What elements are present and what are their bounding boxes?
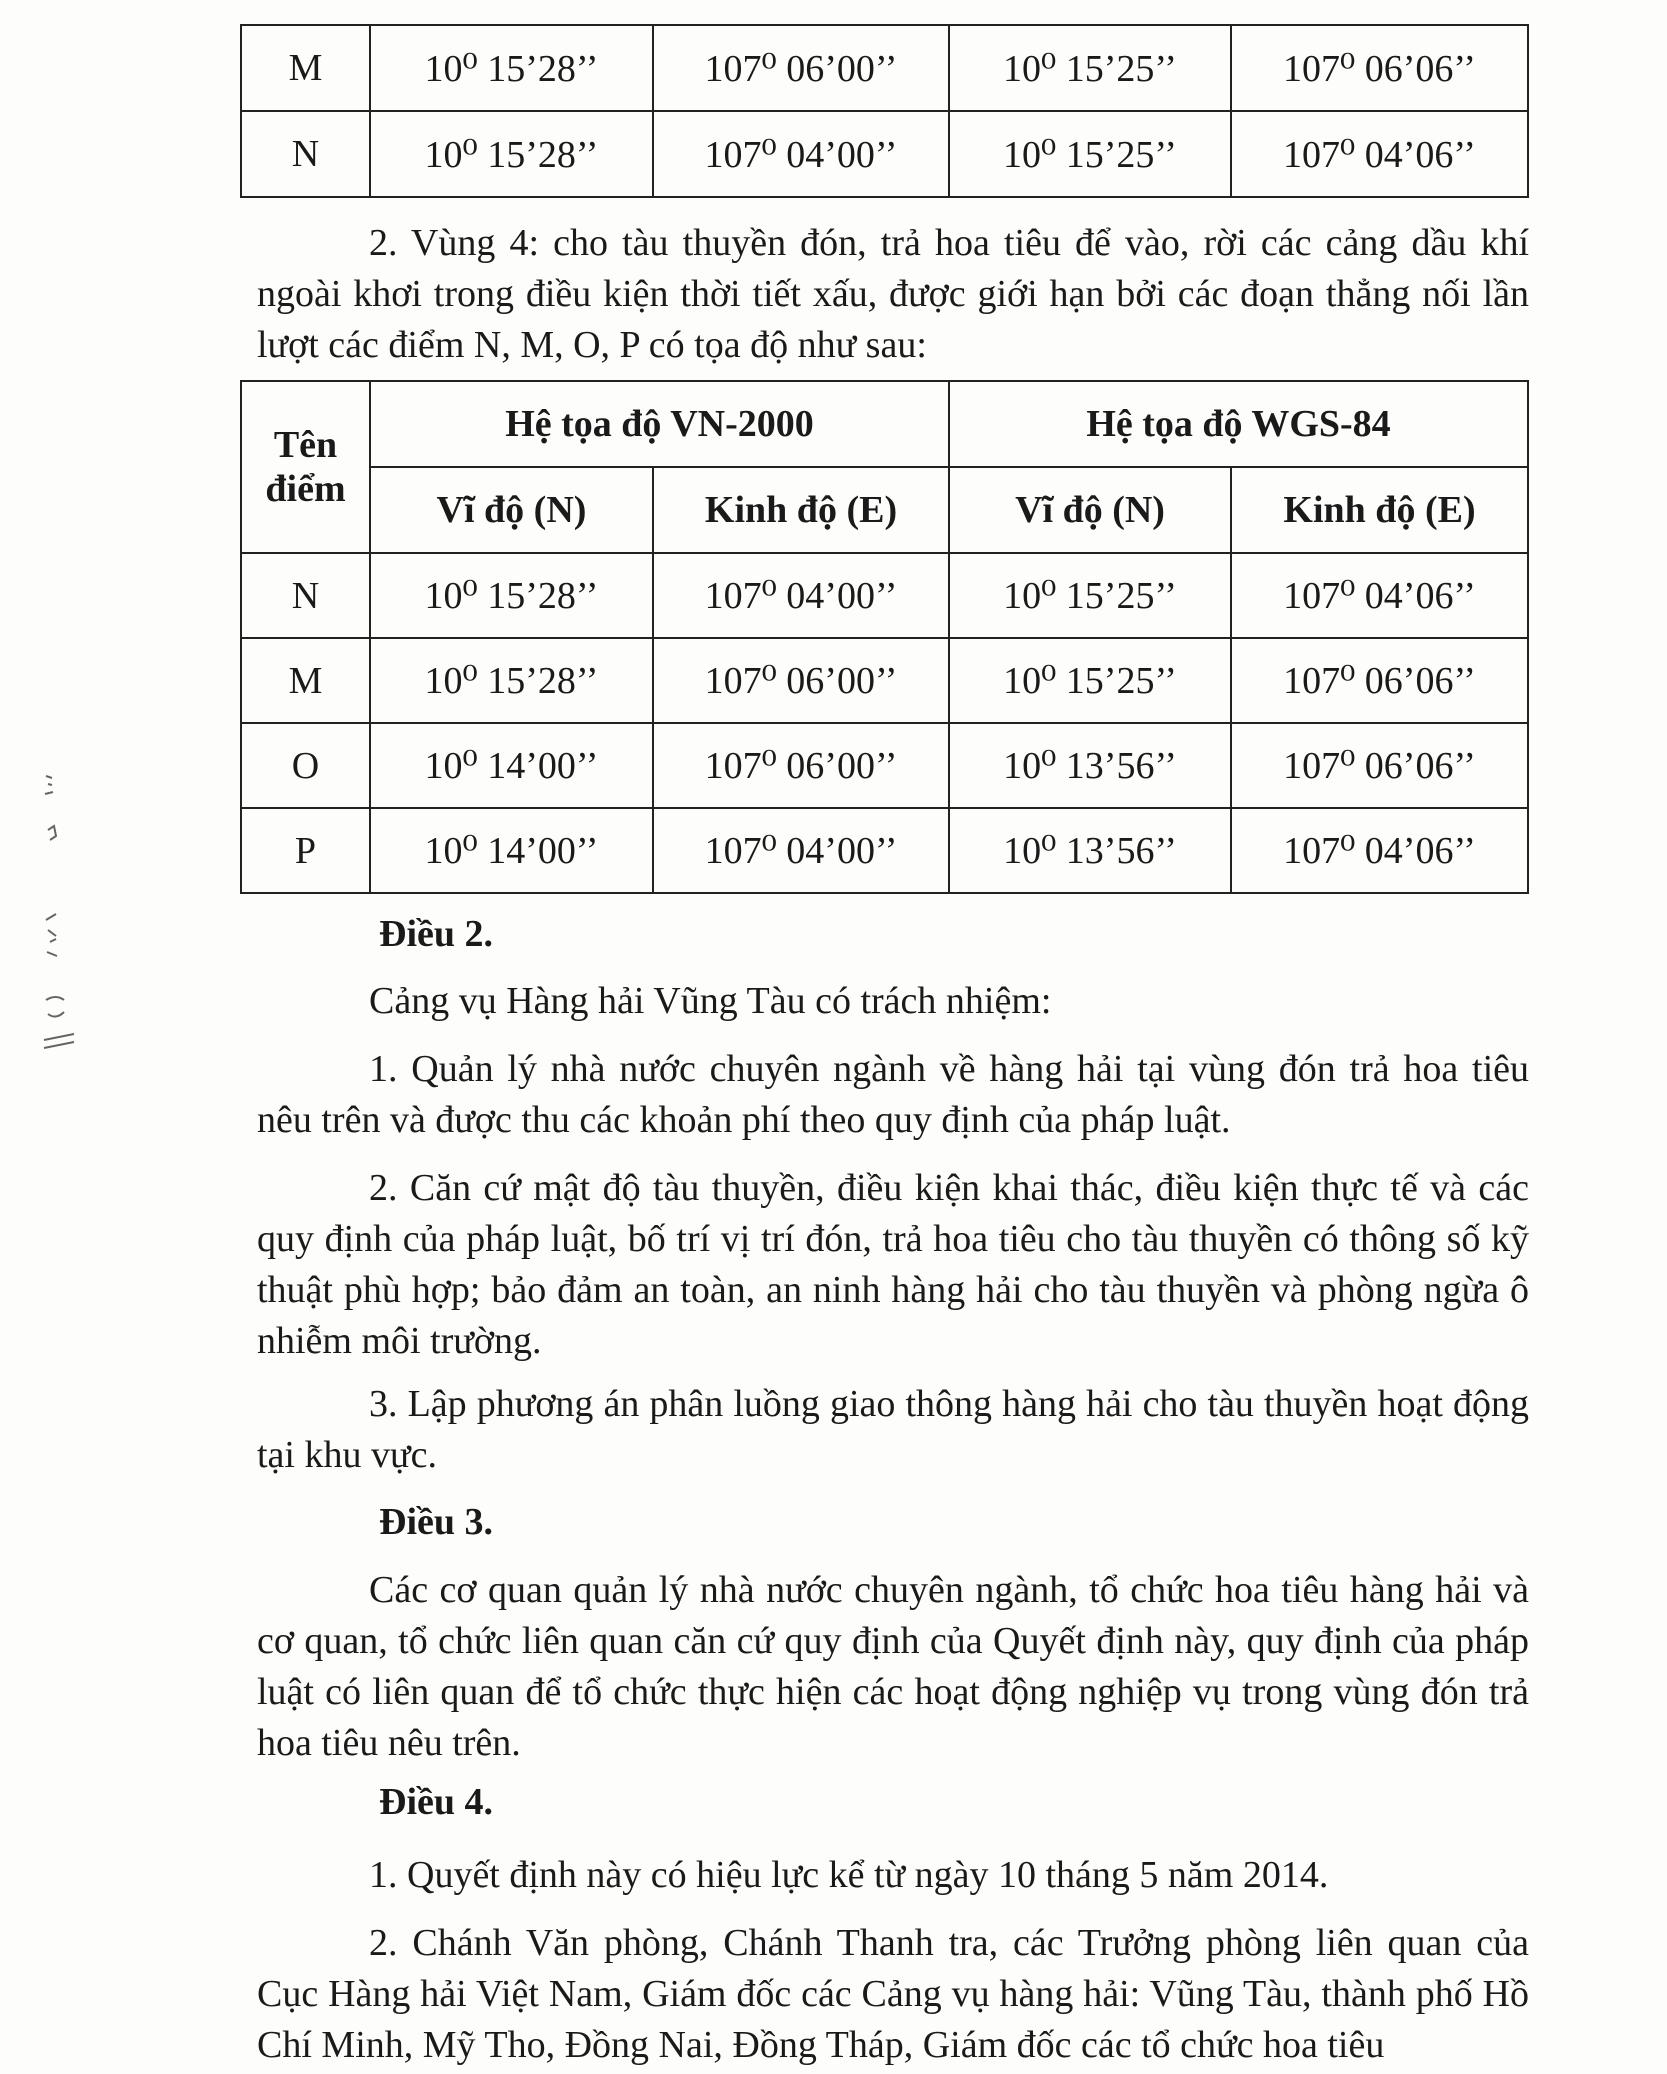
table-row bbox=[241, 25, 1528, 111]
table-subheader-row bbox=[241, 467, 1528, 553]
article-3-heading: Điều 3. bbox=[379, 1501, 493, 1543]
wgs84-longitude: 107⁰ 06’06’’ bbox=[1231, 638, 1528, 723]
table-row bbox=[241, 723, 1528, 808]
vn2000-latitude: 10⁰ 15’28’’ bbox=[370, 25, 653, 111]
wgs84-longitude: 107⁰ 04’06’’ bbox=[1231, 553, 1528, 638]
article-4-heading: Điều 4. bbox=[379, 1781, 493, 1823]
point-name: M bbox=[241, 25, 370, 111]
margin-stamp-mark bbox=[38, 770, 88, 1070]
header-vn2000-longitude: Kinh độ (E) bbox=[653, 467, 949, 553]
vn2000-longitude: 107⁰ 04’00’’ bbox=[653, 111, 949, 197]
table-row bbox=[241, 808, 1528, 893]
article-2-intro: Cảng vụ Hàng hải Vũng Tàu có trách nhiệm: bbox=[369, 980, 1052, 1022]
vn2000-longitude: 107⁰ 04’00’’ bbox=[653, 808, 949, 893]
vn2000-longitude: 107⁰ 06’00’’ bbox=[653, 25, 949, 111]
article-4-item-2: 2. Chánh Văn phòng, Chánh Thanh tra, các Trưởng phòng liên quan của Cục Hàng hải Việt Nam, Giám đốc các Cảng vụ hàng hải: Vũng Tàu, thành phố Hồ Chí Minh, Mỹ Tho, Đồng Nai, Đồng Tháp, Giám đốc các tổ chức hoa tiêu bbox=[257, 1922, 1529, 2066]
article-2-item-3: 3. Lập phương án phân luồng giao thông hàng hải cho tàu thuyền hoạt động tại khu vực. bbox=[257, 1383, 1529, 1476]
wgs84-longitude: 107⁰ 04’06’’ bbox=[1231, 808, 1528, 893]
wgs84-latitude: 10⁰ 15’25’’ bbox=[949, 111, 1231, 197]
header-wgs84-longitude: Kinh độ (E) bbox=[1231, 467, 1528, 553]
vn2000-longitude: 107⁰ 06’00’’ bbox=[653, 723, 949, 808]
point-name: N bbox=[241, 111, 370, 197]
wgs84-latitude: 10⁰ 13’56’’ bbox=[949, 723, 1231, 808]
header-wgs84-latitude: Vĩ độ (N) bbox=[949, 467, 1231, 553]
vn2000-latitude: 10⁰ 14’00’’ bbox=[370, 723, 653, 808]
article-2-item-2: 2. Căn cứ mật độ tàu thuyền, điều kiện khai thác, điều kiện thực tế và các quy định của pháp luật, bố trí vị trí đón, trả hoa tiêu cho tàu thuyền có thông số kỹ thuật phù hợp; bảo đảm an toàn, an ninh hàng hải cho tàu thuyền và phòng ngừa ô nhiễm môi trường. bbox=[257, 1167, 1529, 1362]
table-row bbox=[241, 553, 1528, 638]
article-2-heading: Điều 2. bbox=[379, 913, 493, 955]
article-3-body: Các cơ quan quản lý nhà nước chuyên ngành, tổ chức hoa tiêu hàng hải và cơ quan, tổ chức liên quan căn cứ quy định của Quyết định này, quy định của pháp luật có liên quan để tổ chức thực hiện các hoạt động nghiệp vụ trong vùng đón trả hoa tiêu nêu trên. bbox=[257, 1569, 1529, 1764]
header-vn2000: Hệ tọa độ VN-2000 bbox=[370, 381, 949, 467]
point-name: N bbox=[241, 553, 370, 638]
header-point-name: Tên điểm bbox=[241, 381, 370, 553]
zone4-intro: 2. Vùng 4: cho tàu thuyền đón, trả hoa tiêu để vào, rời các cảng dầu khí ngoài khơi trong điều kiện thời tiết xấu, được giới hạn bởi các đoạn thẳng nối lần lượt các điểm N, M, O, P có tọa độ như sau: bbox=[257, 222, 1529, 366]
vn2000-latitude: 10⁰ 15’28’’ bbox=[370, 638, 653, 723]
vn2000-longitude: 107⁰ 06’00’’ bbox=[653, 638, 949, 723]
table-row bbox=[241, 638, 1528, 723]
article-4-item-1: 1. Quyết định này có hiệu lực kể từ ngày 10 tháng 5 năm 2014. bbox=[369, 1854, 1329, 1896]
coordinates-table-continued bbox=[240, 24, 1529, 198]
table-header-row bbox=[241, 381, 1528, 467]
wgs84-latitude: 10⁰ 15’25’’ bbox=[949, 553, 1231, 638]
table-row bbox=[241, 111, 1528, 197]
wgs84-latitude: 10⁰ 13’56’’ bbox=[949, 808, 1231, 893]
vn2000-longitude: 107⁰ 04’00’’ bbox=[653, 553, 949, 638]
zone4-coordinates-table bbox=[240, 380, 1529, 894]
header-wgs84: Hệ tọa độ WGS-84 bbox=[949, 381, 1528, 467]
point-name: P bbox=[241, 808, 370, 893]
article-2-item-1: 1. Quản lý nhà nước chuyên ngành về hàng hải tại vùng đón trả hoa tiêu nêu trên và được thu các khoản phí theo quy định của pháp luật. bbox=[257, 1048, 1529, 1141]
wgs84-longitude: 107⁰ 06’06’’ bbox=[1231, 723, 1528, 808]
vn2000-latitude: 10⁰ 15’28’’ bbox=[370, 111, 653, 197]
wgs84-longitude: 107⁰ 04’06’’ bbox=[1231, 111, 1528, 197]
point-name: M bbox=[241, 638, 370, 723]
wgs84-latitude: 10⁰ 15’25’’ bbox=[949, 638, 1231, 723]
header-vn2000-latitude: Vĩ độ (N) bbox=[370, 467, 653, 553]
wgs84-longitude: 107⁰ 06’06’’ bbox=[1231, 25, 1528, 111]
wgs84-latitude: 10⁰ 15’25’’ bbox=[949, 25, 1231, 111]
vn2000-latitude: 10⁰ 14’00’’ bbox=[370, 808, 653, 893]
point-name: O bbox=[241, 723, 370, 808]
vn2000-latitude: 10⁰ 15’28’’ bbox=[370, 553, 653, 638]
